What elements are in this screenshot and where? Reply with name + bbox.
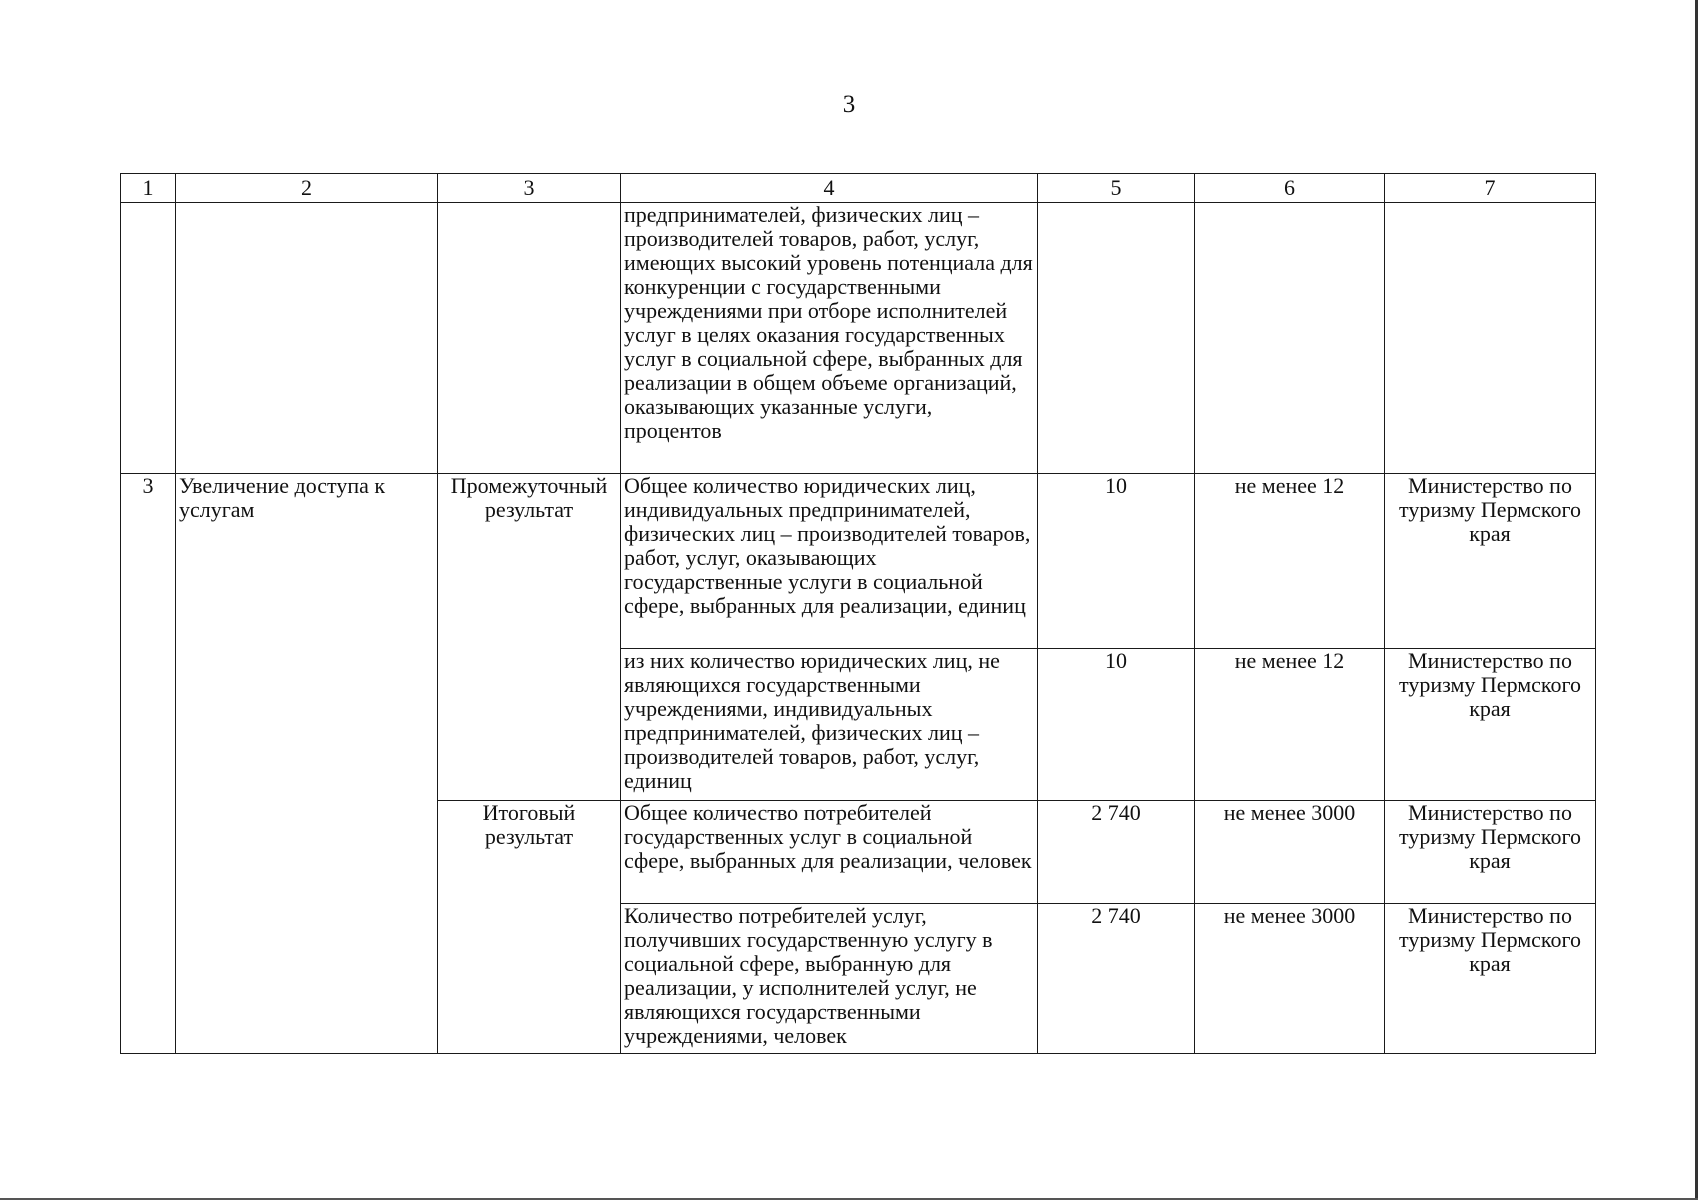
base-value: 10 bbox=[1038, 474, 1195, 649]
results-table bbox=[120, 173, 1596, 1054]
task-name: Увеличение доступа к услугам bbox=[176, 474, 438, 1054]
column-number: 6 bbox=[1195, 174, 1385, 203]
target-value: не менее 12 bbox=[1195, 474, 1385, 649]
result-type-cell bbox=[438, 203, 621, 474]
page-number: 3 bbox=[842, 91, 856, 118]
responsible-cell bbox=[1385, 203, 1596, 474]
indicator-cell: из них количество юридических лиц, не являющихся государственными учреждениями, индивидуальных предпринимателей, физических лиц – производителей товаров, работ, услуг, единиц bbox=[621, 649, 1038, 801]
target-value: не менее 12 bbox=[1195, 649, 1385, 801]
column-number: 3 bbox=[438, 174, 621, 203]
indicator-cell: Общее количество потребителей государственных услуг в социальной сфере, выбранных для реализации, человек bbox=[621, 801, 1038, 904]
base-value-cell bbox=[1038, 203, 1195, 474]
column-number: 5 bbox=[1038, 174, 1195, 203]
table-row bbox=[121, 474, 1596, 649]
target-value: не менее 3000 bbox=[1195, 904, 1385, 1054]
responsible: Министерство по туризму Пермского края bbox=[1385, 904, 1596, 1054]
base-value: 2 740 bbox=[1038, 904, 1195, 1054]
result-type: Промежуточный результат bbox=[438, 474, 621, 801]
column-number-row bbox=[121, 174, 1596, 203]
base-value: 10 bbox=[1038, 649, 1195, 801]
target-value-cell bbox=[1195, 203, 1385, 474]
column-number: 4 bbox=[621, 174, 1038, 203]
num-cell bbox=[121, 203, 176, 474]
row-number: 3 bbox=[121, 474, 176, 1054]
indicator-cell: Количество потребителей услуг, получивших государственную услугу в социальной сфере, выбранную для реализации, у исполнителей услуг, не являющихся государственными учреждениями, человек bbox=[621, 904, 1038, 1054]
column-number: 1 bbox=[121, 174, 176, 203]
base-value: 2 740 bbox=[1038, 801, 1195, 904]
responsible: Министерство по туризму Пермского края bbox=[1385, 649, 1596, 801]
responsible: Министерство по туризму Пермского края bbox=[1385, 801, 1596, 904]
responsible: Министерство по туризму Пермского края bbox=[1385, 474, 1596, 649]
target-value: не менее 3000 bbox=[1195, 801, 1385, 904]
result-type: Итоговый результат bbox=[438, 801, 621, 1054]
column-number: 7 bbox=[1385, 174, 1596, 203]
indicator-cell: предпринимателей, физических лиц – производителей товаров, работ, услуг, имеющих высокий уровень потенциала для конкуренции с государственными учреждениями при отборе исполнителей услуг в целях оказания государственных услуг в социальной сфере, выбранных для реализации в общем объеме организаций, оказывающих указанные услуги, процентов bbox=[621, 203, 1038, 474]
task-cell bbox=[176, 203, 438, 474]
column-number: 2 bbox=[176, 174, 438, 203]
table-row bbox=[121, 203, 1596, 474]
indicator-cell: Общее количество юридических лиц, индивидуальных предпринимателей, физических лиц – производителей товаров, работ, услуг, оказывающих государственные услуги в социальной сфере, выбранных для реализации, единиц bbox=[621, 474, 1038, 649]
